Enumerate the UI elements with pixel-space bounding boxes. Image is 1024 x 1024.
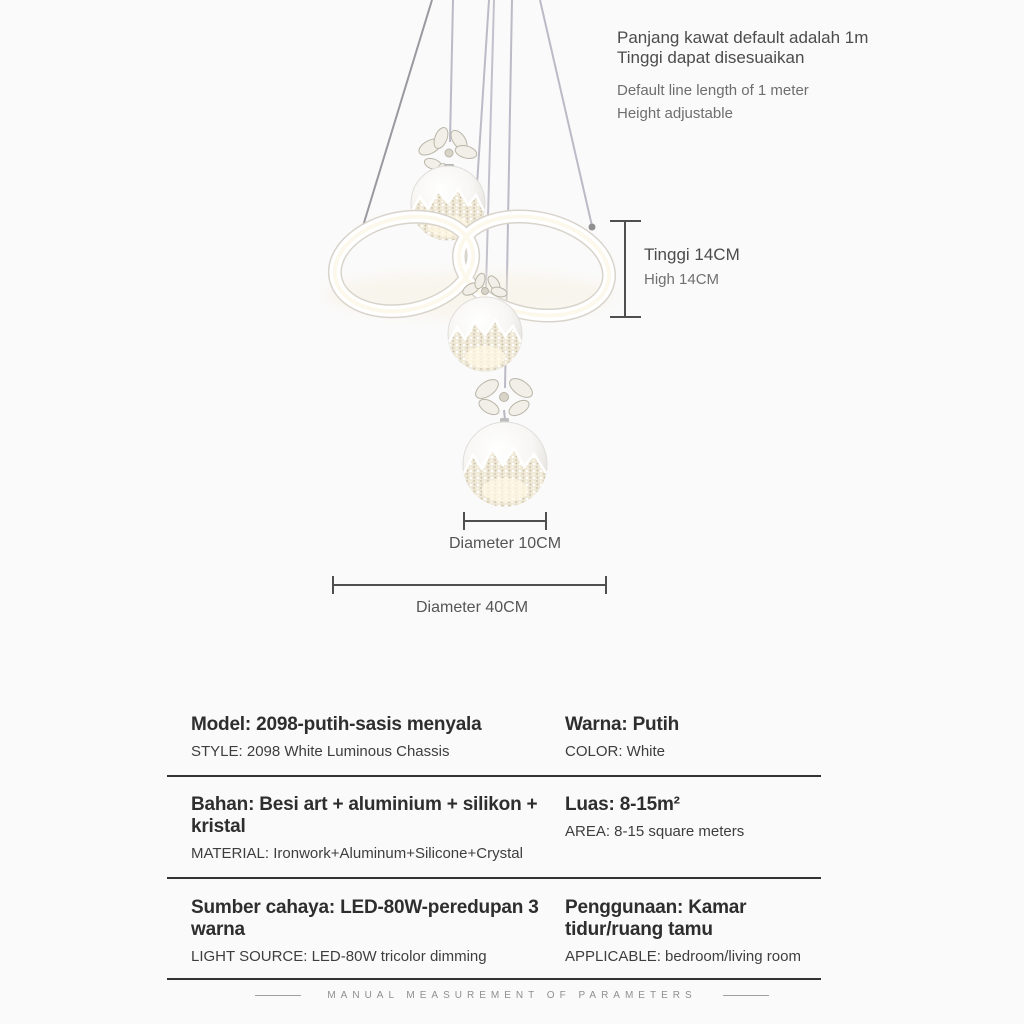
diameter-small-label: Diameter 10CM xyxy=(448,535,562,552)
spec-row-light-source xyxy=(167,879,821,980)
wire-note-en-line1: Default line length of 1 meter xyxy=(617,82,809,99)
spec-cell-model xyxy=(167,714,565,760)
wire-note-id-line1: Panjang kawat default adalah 1m xyxy=(617,28,869,47)
spec-row-material xyxy=(167,777,821,879)
footer-label: MANUAL MEASUREMENT OF PARAMETERS xyxy=(327,990,697,1001)
spec-table xyxy=(167,706,821,980)
spec-model-id: Model: 2098-putih-sasis menyala xyxy=(191,714,482,735)
spec-cell-area xyxy=(565,794,821,862)
spec-color-en: COLOR: White xyxy=(565,743,666,760)
height-label-id: Tinggi 14CM xyxy=(644,245,740,264)
wire-connector-right xyxy=(589,224,596,231)
spec-cell-applicable xyxy=(565,897,821,965)
lower-lamp-ball xyxy=(463,375,547,507)
diameter-40-measure xyxy=(333,576,606,594)
wire-note-id-line2: Tinggi dapat disesuaikan xyxy=(617,48,805,67)
diameter-10-measure xyxy=(464,512,546,530)
footer-dash-right xyxy=(723,995,769,996)
footer-dash-left xyxy=(255,995,301,996)
spec-applicable-en: APPLICABLE: bedroom/living room xyxy=(565,948,801,965)
spec-row-model xyxy=(167,706,821,777)
diameter-large-label: Diameter 40CM xyxy=(415,599,529,616)
spec-cell-material xyxy=(167,794,565,862)
spec-color-id: Warna: Putih xyxy=(565,714,680,735)
spec-material-id: Bahan: Besi art + aluminium + silikon + kristal xyxy=(191,794,538,837)
spec-light-en: LIGHT SOURCE: LED-80W tricolor dimming xyxy=(191,948,487,965)
spec-model-en: STYLE: 2098 White Luminous Chassis xyxy=(191,743,450,760)
spec-light-id: Sumber cahaya: LED-80W-peredupan 3 warna xyxy=(191,897,539,940)
spec-material-en: MATERIAL: Ironwork+Aluminum+Silicone+Crystal xyxy=(191,845,523,862)
spec-cell-light-source xyxy=(167,897,565,965)
spec-cell-color xyxy=(565,714,821,760)
footer xyxy=(0,990,1024,1001)
spec-applicable-id: Penggunaan: Kamar tidur/ruang tamu xyxy=(565,897,747,940)
spec-area-id: Luas: 8-15m² xyxy=(565,794,680,815)
wire-note-indonesian xyxy=(617,28,868,68)
height-label-en: High 14CM xyxy=(644,271,720,288)
wire-note-en-line2: Height adjustable xyxy=(617,105,733,122)
spec-area-en: AREA: 8-15 square meters xyxy=(565,823,745,840)
